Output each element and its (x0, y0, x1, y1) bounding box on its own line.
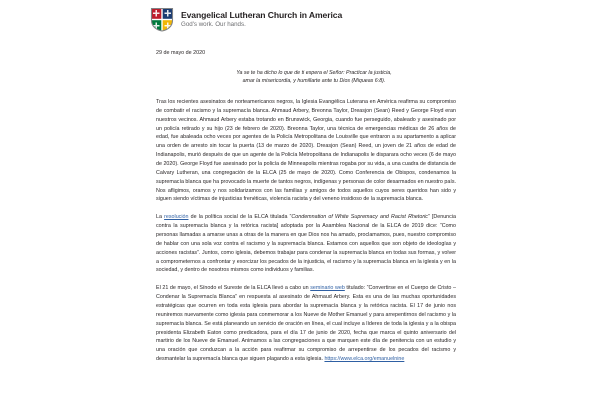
organization-name: Evangelical Lutheran Church in America (181, 9, 343, 20)
letter-body (156, 50, 456, 364)
letter-date: 29 de mayo de 2020 (156, 50, 206, 56)
p2-text-after-link-b: ” [Denuncia contra la supremacía blanca y la retórica racista] adoptada por la Asamblea Nacional de la ELCA de 2019 dice: “Como personas llamadas a amarse unas a otras de la manera en que Dios nos ha amado, proclamamos, pues, nuestro compromiso de hablar con una sola voz contra el racismo y la supremacía blanca. Estamos con aquellos que son objeto de ideologías y acciones racistas”. Juntos, como iglesia, debemos trabajar para condenar la supremacía blanca en todas sus formas, y volver a comprometernos a confrontar y exorcizar los pecados de la injusticia, el racismo y la supremacía blanca en la iglesia y en la sociedad, y dentro de nosotros mismos como individuos y familias. (156, 214, 456, 274)
scripture-epigraph (156, 69, 456, 86)
paragraph-3 (156, 284, 456, 364)
webinar-link[interactable]: seminario web (310, 285, 345, 292)
epigraph-line-2: amar la misericordia, y humillarte ante tu Dios (Miqueas 6:8). (242, 78, 386, 85)
p2-text-before-link: La (156, 214, 165, 221)
organization-tagline: God's work. Our hands. (181, 21, 246, 29)
epigraph-line-1: Ya se te ha dicho lo que de ti espera el Señor: Practicar la justicia, (236, 69, 392, 76)
letterhead (150, 7, 342, 32)
paragraph-2 (156, 213, 456, 275)
resolution-link[interactable]: resolución (164, 214, 189, 221)
elca-crest-icon (150, 7, 174, 32)
resolution-title-italic: Condemnation of White Supremacy and Racist Rhetoric (291, 214, 428, 221)
p3-text-after-link: titulado: “Convertirse en el Cuerpo de Cristo – Condenar la Supremacía Blanca” en respuesta al asesinato de Ahmaud Arbery. Esta es una de las muchas oportunidades estratégicas que ocurren en toda esta iglesia para abordar la supremacía blanca y la retórica racista. El 17 de junio nos reuniremos nuevamente como iglesia para conmemorar a los Nueve de Mother Emanuel y para arrepentirnos del racismo y la supremacía blanca. Se está planeando un servicio de oración en línea, el cual incluye a líderes de toda la iglesia y a la obispa presidenta Elizabeth Eaton como predicadora, para el día 17 de junio de 2020, fecha que marca el quinto aniversario del martirio de los Nueve de Emanuel. Animamos a las congregaciones a que marquen este día de penitencia con un estudio y una oración que conduzcan a la acción para reafirmar su compromiso de arrepentirse de los pecados del racismo y desmantelar la supremacía blanca que siguen plagando a esta iglesia. (156, 285, 456, 363)
paragraph-1: Tras los recientes asesinatos de norteamericanos negros, la Iglesia Evangélica Luterana en América reafirma su compromiso de combatir el racismo y la supremacía blanca. Ahmaud Arbery, Breonna Taylor, Dreasjon (Sean) Reed y George Floyd eran nuestros vecinos. Ahmaud Arbery estaba trotando en Brunswick, Georgia, cuando fue perseguido, abaleado y asesinado por un policía retirado y su hijo (23 de febrero de 2020). Breonna Taylor, una técnica de emergencias médicas de 26 años de edad, fue abaleada ocho veces por agentes de la Policía Metropolitana de Louisville que entraron a su apartamento a aplicar una orden de arresto sin tocar la puerta (13 de marzo de 2020). Dreasjon (Sean) Reed, un joven de 21 años de edad de Indianapolis, murió después de que un agente de la Policía Metropolitana de Indianapolis le disparara ocho veces (6 de mayo de 2020). George Floyd fue asesinado por la policía de Minneapolis mientras rogaba por su vida, a una cuadra de distancia de Calvary Lutheran, una congregación de la ELCA (25 de mayo de 2020). Como Conferencia de Obispos, condenamos la supremacía blanca que ha provocado la muerte de tantos negros, indígenas y personas de color desarmados en nuestro país. Nos afligimos, oramos y nos solidarizamos con las familias y amigos de todos aquellos cuyos seres queridos han sido y siguen siendo víctimas de injusticias frenéticas, violencia racista y del veneno insidioso de la supremacía blanca. (156, 98, 456, 203)
emanuelnine-url-link[interactable]: https://www.elca.org/emanuelnine (324, 356, 405, 363)
brand-text (181, 11, 342, 29)
p2-text-after-link-a: de la política social de la ELCA titulada “ (188, 214, 292, 221)
p3-text-before-link: El 21 de mayo, el Sínodo el Sureste de la ELCA llevó a cabo un (156, 285, 311, 292)
